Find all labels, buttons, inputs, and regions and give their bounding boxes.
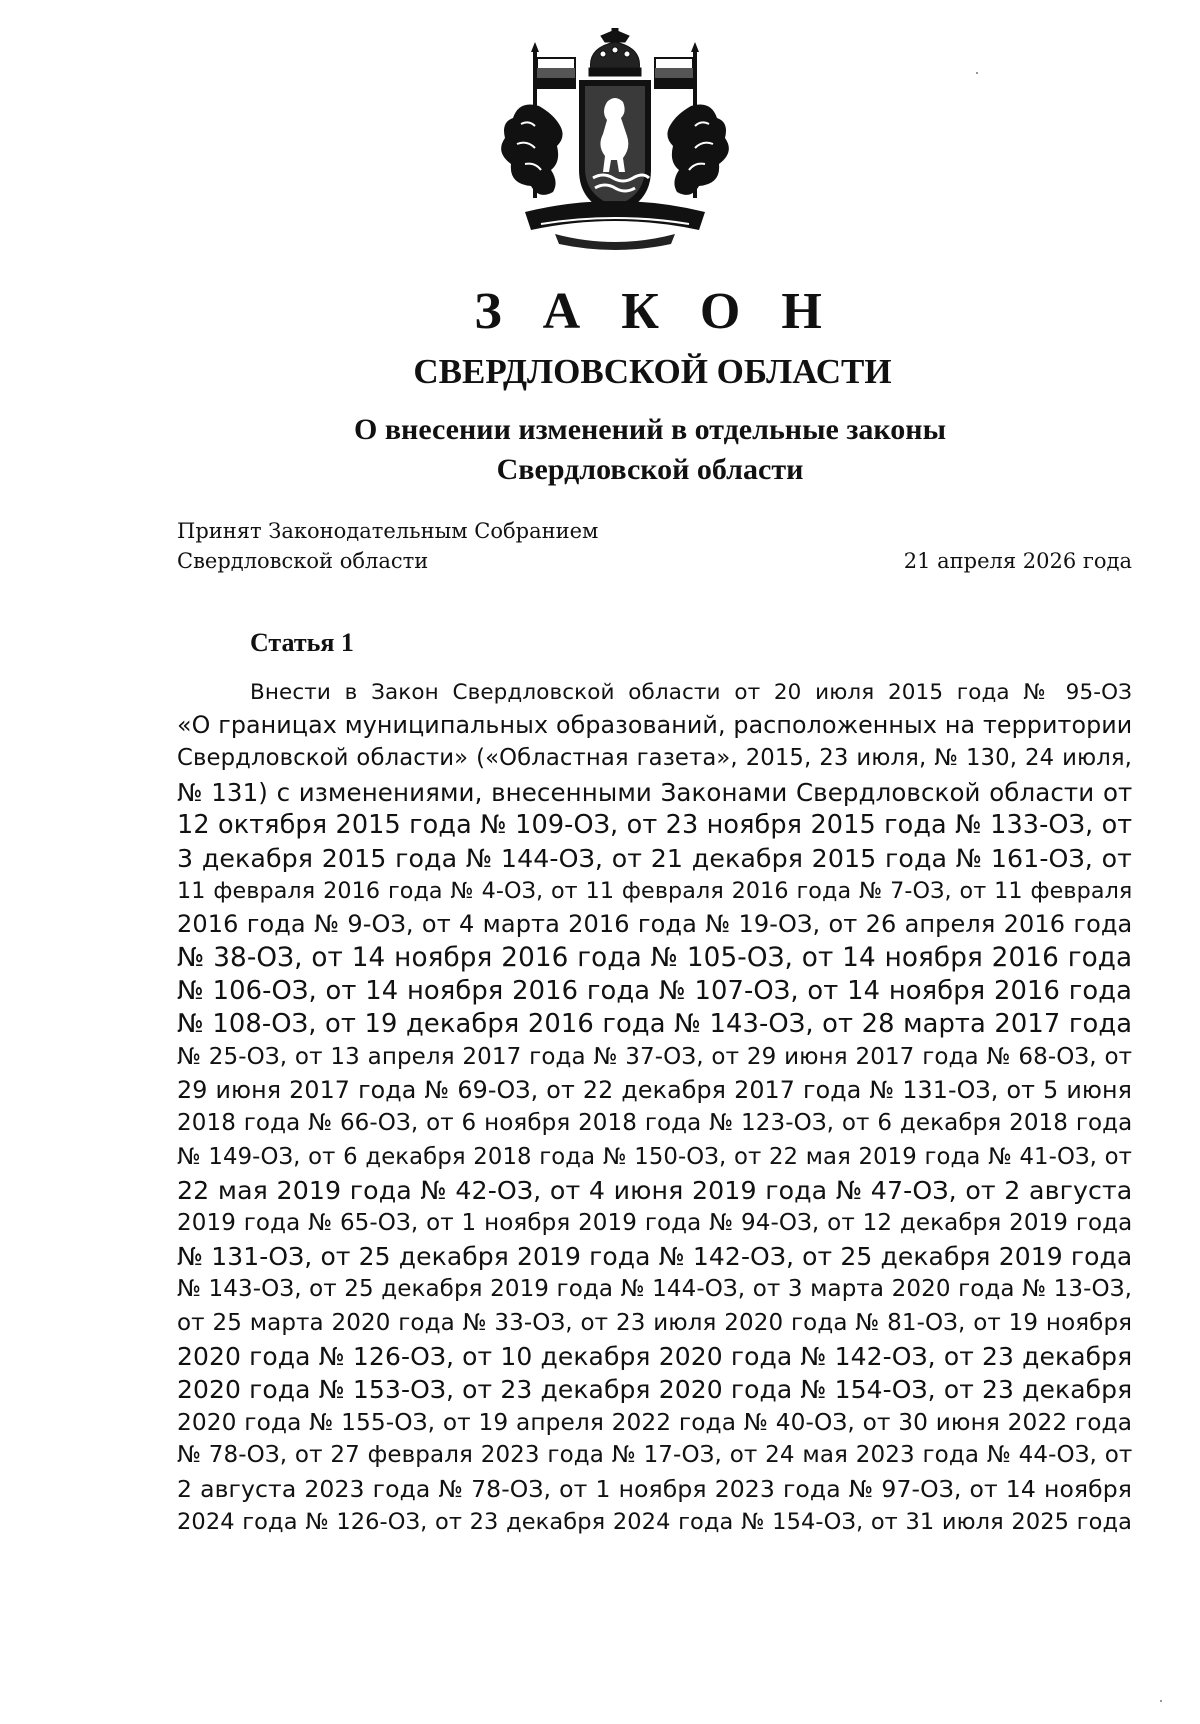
article-line: 2020 года № 126-ОЗ, от 10 декабря 2020 года № 142-ОЗ, от 23 декабря xyxy=(177,1341,1132,1371)
adoption-line-2: Свердловской области xyxy=(177,549,429,573)
adoption-date: 21 апреля 2026 года xyxy=(903,549,1132,573)
article-line: № 143-ОЗ, от 25 декабря 2019 года № 144-ОЗ, от 3 марта 2020 года № 13-ОЗ, xyxy=(177,1276,1132,1303)
adoption-line-1: Принят Законодательным Собранием xyxy=(177,519,599,543)
article-line: № 25-ОЗ, от 13 апреля 2017 года № 37-ОЗ, от 29 июня 2017 года № 68-ОЗ, от xyxy=(177,1044,1132,1071)
article-line: № 149-ОЗ, от 6 декабря 2018 года № 150-ОЗ, от 22 мая 2019 года № 41-ОЗ, от xyxy=(177,1143,1132,1170)
document-subtitle: СВЕРДЛОВСКОЙ ОБЛАСТИ xyxy=(413,352,892,391)
document-title: З А К О Н xyxy=(474,283,836,340)
scan-speck xyxy=(976,72,978,74)
scan-speck xyxy=(1160,1700,1162,1702)
law-name-line-2: Свердловской области xyxy=(496,453,804,486)
law-name-line-1: О внесении изменений в отдельные законы xyxy=(354,413,946,446)
article-line: № 108-ОЗ, от 19 декабря 2016 года № 143-ОЗ, от 28 марта 2017 года xyxy=(177,1008,1132,1039)
adoption-note xyxy=(177,516,598,576)
article-line: 29 июня 2017 года № 69-ОЗ, от 22 декабря 2017 года № 131-ОЗ, от 5 июня xyxy=(177,1076,1132,1105)
article-heading: Статья 1 xyxy=(250,628,354,657)
article-line: 3 декабря 2015 года № 144-ОЗ, от 21 декабря 2015 года № 161-ОЗ, от xyxy=(177,843,1132,873)
article-line: от 25 марта 2020 года № 33-ОЗ, от 23 июля 2020 года № 81-ОЗ, от 19 ноября xyxy=(177,1309,1132,1336)
article-line: Свердловской области» («Областная газета», 2015, 23 июля, № 130, 24 июля, xyxy=(177,745,1132,772)
article-line: «О границах муниципальных образований, расположенных на территории xyxy=(177,711,1132,740)
article-line: № 106-ОЗ, от 14 ноября 2016 года № 107-ОЗ, от 14 ноября 2016 года xyxy=(177,975,1132,1006)
article-line: 11 февраля 2016 года № 4-ОЗ, от 11 февраля 2016 года № 7-ОЗ, от 11 февраля xyxy=(177,878,1132,905)
article-line: 2020 года № 153-ОЗ, от 23 декабря 2020 года № 154-ОЗ, от 23 декабря xyxy=(177,1374,1132,1404)
article-line: 12 октября 2015 года № 109-ОЗ, от 23 ноября 2015 года № 133-ОЗ, от xyxy=(177,809,1132,840)
coat-of-arms-icon xyxy=(495,28,735,256)
article-line: № 38-ОЗ, от 14 ноября 2016 года № 105-ОЗ, от 14 ноября 2016 года xyxy=(177,942,1132,973)
article-line: 2024 года № 126-ОЗ, от 23 декабря 2024 года № 154-ОЗ, от 31 июля 2025 года xyxy=(177,1508,1132,1535)
article-line: № 131-ОЗ, от 25 декабря 2019 года № 142-ОЗ, от 25 декабря 2019 года xyxy=(177,1242,1132,1272)
law-name xyxy=(0,410,1200,490)
article-line: 2 августа 2023 года № 78-ОЗ, от 1 ноября 2023 года № 97-ОЗ, от 14 ноября xyxy=(177,1474,1132,1503)
article-line: № 78-ОЗ, от 27 февраля 2023 года № 17-ОЗ, от 24 мая 2023 года № 44-ОЗ, от xyxy=(177,1442,1132,1469)
article-line: 2019 года № 65-ОЗ, от 1 ноября 2019 года № 94-ОЗ, от 12 декабря 2019 года xyxy=(177,1210,1132,1236)
article-line: 2020 года № 155-ОЗ, от 19 апреля 2022 года № 40-ОЗ, от 30 июня 2022 года xyxy=(177,1409,1132,1437)
article-body xyxy=(177,676,1132,1539)
article-line: 22 мая 2019 года № 42-ОЗ, от 4 июня 2019 года № 47-ОЗ, от 2 августа xyxy=(177,1175,1132,1205)
article-line: № 131) с изменениями, внесенными Законами Свердловской области от xyxy=(177,777,1132,807)
article-line: Внести в Закон Свердловской области от 20 июля 2015 года № 95-ОЗ xyxy=(250,680,1132,705)
article-line: 2018 года № 66-ОЗ, от 6 ноября 2018 года № 123-ОЗ, от 6 декабря 2018 года xyxy=(177,1110,1132,1137)
article-line: 2016 года № 9-ОЗ, от 4 марта 2016 года № 19-ОЗ, от 26 апреля 2016 года xyxy=(177,910,1132,939)
